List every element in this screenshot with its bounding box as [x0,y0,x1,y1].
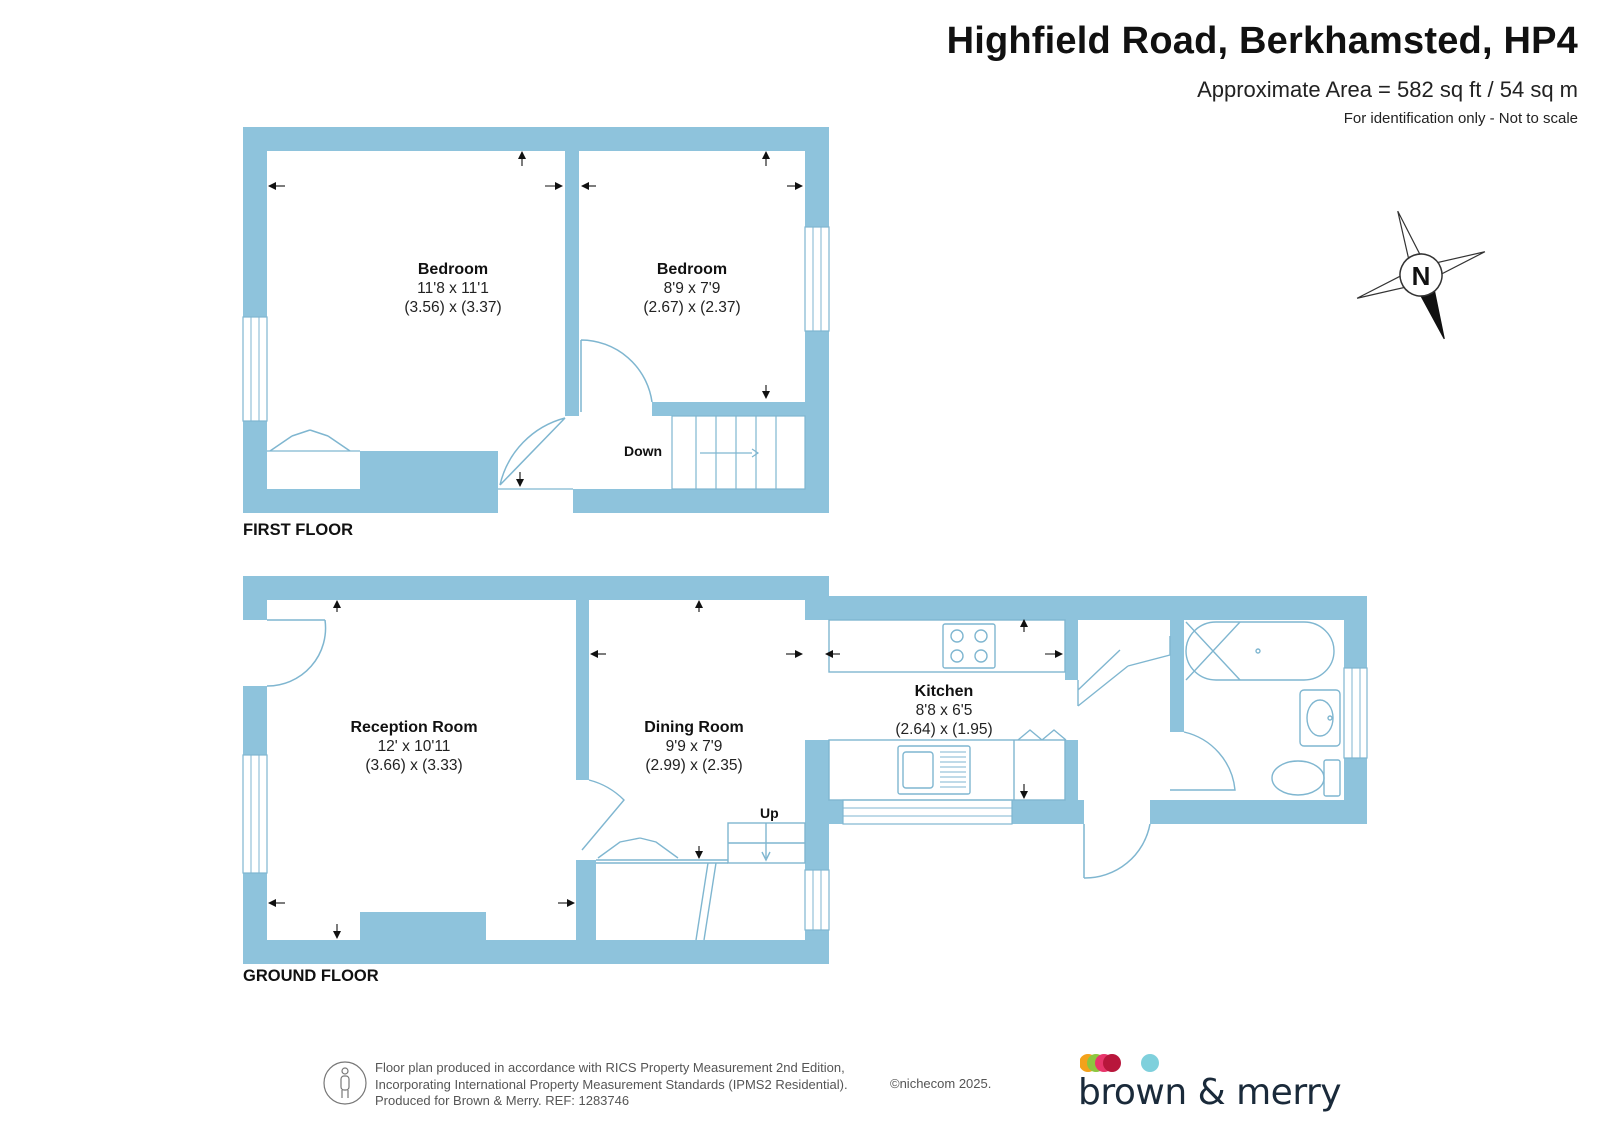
kitchen-name: Kitchen [914,683,974,700]
compass-north-label: N [1411,261,1431,291]
footer-line-3: Produced for Brown & Merry. REF: 1283746 [375,1093,630,1108]
brand-dot [1103,1054,1121,1072]
dining-room-metric: (2.99) x (2.35) [645,757,743,774]
footer-copyright: ©nichecom 2025. [890,1076,992,1091]
kitchen-imperial: 8'8 x 6'5 [915,702,973,719]
reception-room-name: Reception Room [350,719,478,736]
property-title: Highfield Road, Berkhamsted, HP4 [946,20,1578,62]
bedroom-1-name: Bedroom [417,261,489,278]
footer-line-1: Floor plan produced in accordance with RICS Property Measurement 2nd Edition, [375,1060,845,1075]
footer-line-2: Incorporating International Property Measurement Standards (IPMS2 Residential). [375,1076,848,1092]
bedroom-2-imperial: 8'9 x 7'9 [663,280,721,297]
first-floor-label: FIRST FLOOR [243,521,353,539]
reception-room-imperial: 12' x 10'11 [377,738,451,755]
compass-icon [1334,188,1508,362]
dining-room-imperial: 9'9 x 7'9 [665,738,723,755]
person-icon [324,1062,366,1104]
identification-note: For identification only - Not to scale [1343,110,1578,127]
dining-room-name: Dining Room [644,719,744,736]
footer-text [375,1060,992,1110]
brand-logo-text: brown & merry [1078,1072,1342,1113]
brand-logo-dots [1080,1052,1170,1074]
bedroom-1-metric: (3.56) x (3.37) [404,299,502,316]
stairs-up-label: Up [760,805,779,821]
stairs-down-label: Down [624,443,663,459]
bedroom-2-metric: (2.67) x (2.37) [643,299,741,316]
kitchen-metric: (2.64) x (1.95) [895,721,993,738]
bedroom-1-imperial: 11'8 x 11'1 [417,280,489,297]
ground-floor-label: GROUND FLOOR [243,967,379,985]
first-floor-plan [243,127,829,513]
bedroom-2-name: Bedroom [656,261,728,278]
brand-dot [1141,1054,1159,1072]
reception-room-metric: (3.66) x (3.33) [365,757,463,774]
approximate-area: Approximate Area = 582 sq ft / 54 sq m [1197,77,1578,102]
